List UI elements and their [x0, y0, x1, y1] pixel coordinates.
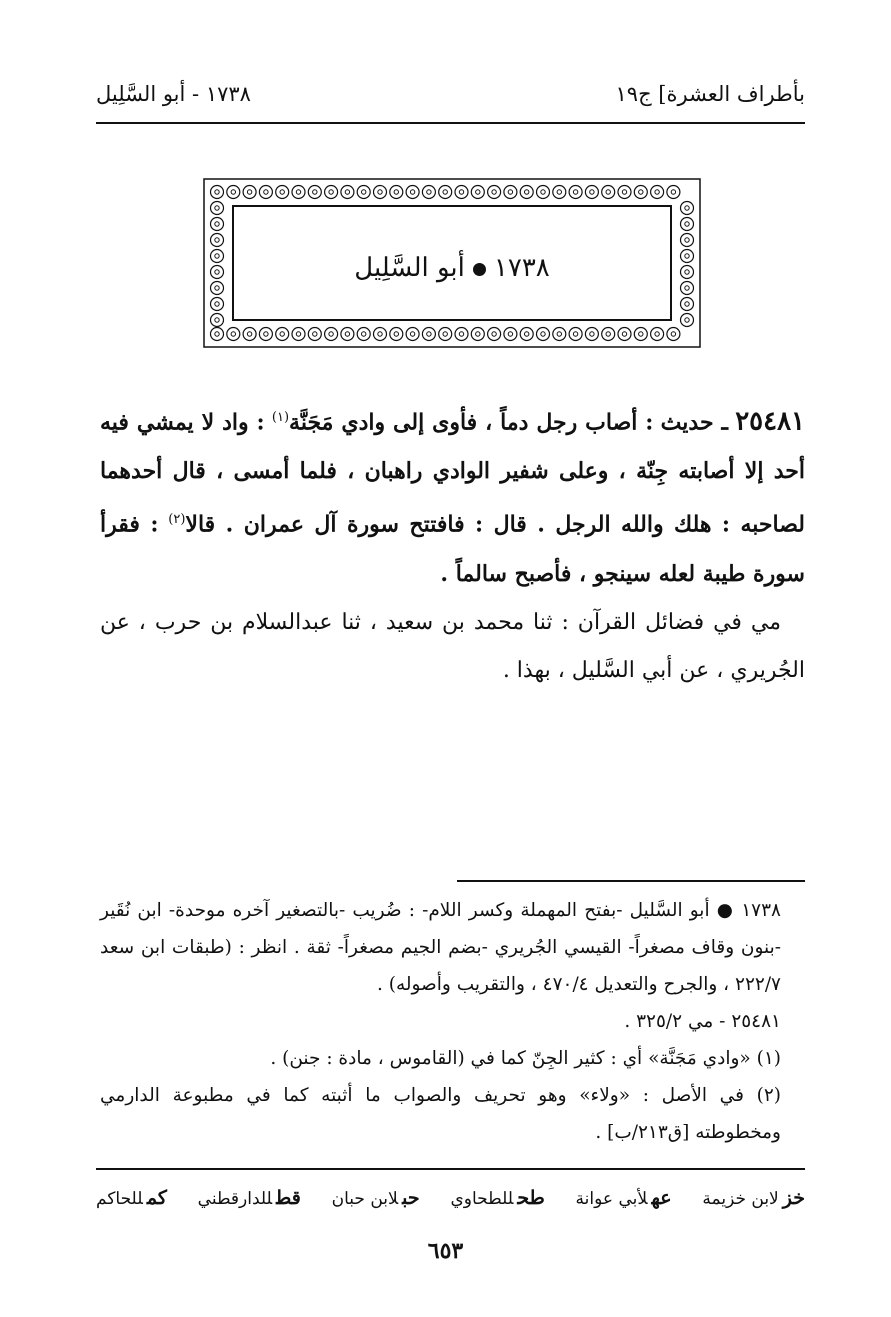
ornament-dot — [280, 190, 284, 194]
source-paragraph: مي في فضائل القرآن : ثنا محمد بن سعيد ، ثنا عبدالسلام بن حرب ، عن الجُريري ، عن أبي السَّليل ، بهذا . — [100, 609, 805, 683]
ornament-dot — [443, 190, 447, 194]
main-text — [100, 394, 805, 695]
ornament-dot — [329, 190, 333, 194]
ornament-dot — [362, 190, 366, 194]
ornament-dot — [685, 222, 689, 226]
ornament-ring — [259, 186, 272, 199]
ornament-dot — [345, 332, 349, 336]
ornament-dot — [492, 332, 496, 336]
ornament-dot — [215, 318, 219, 322]
ornament-ring — [292, 328, 305, 341]
abbr-item: خزلابن خزيمة — [702, 1187, 805, 1209]
header-chapter: ١٧٣٨ - أبو السَّلِيل — [96, 82, 251, 106]
ornament-dot — [508, 332, 512, 336]
chapter-number: ١٧٣٨ — [493, 253, 550, 283]
ornament-dot — [231, 332, 235, 336]
ornament-ring — [504, 186, 517, 199]
ornament-ring — [520, 328, 533, 341]
ornament-ring — [537, 328, 550, 341]
ornament-ring — [553, 186, 566, 199]
chapter-title — [203, 248, 701, 288]
ornament-dot — [427, 190, 431, 194]
ornament-dot — [476, 190, 480, 194]
ornament-dot — [345, 190, 349, 194]
ornament-dot — [590, 332, 594, 336]
ornament-dot — [296, 332, 300, 336]
ornament-ring — [211, 218, 224, 231]
ornament-ring — [308, 186, 321, 199]
ornament-dot — [557, 332, 561, 336]
bullet-icon — [473, 263, 486, 276]
ornament-ring — [471, 186, 484, 199]
ornament-dot — [685, 302, 689, 306]
ornament-ring — [243, 328, 256, 341]
ornament-ring — [488, 328, 501, 341]
ornament-ring — [585, 328, 598, 341]
abbr-item: قطللدارقطني — [197, 1187, 301, 1209]
ornament-dot — [215, 302, 219, 306]
ornament-dot — [606, 332, 610, 336]
footnote-2: (٢) في الأصل : «ولاء» وهو تحريف والصواب ما أثبته كما في مطبوعة الدارمي ومخطوطته [ق٢١٣/ب] . — [100, 1085, 781, 1143]
ornament-ring — [667, 186, 680, 199]
ornament-ring — [471, 328, 484, 341]
ornament-dot — [557, 190, 561, 194]
ornament-ring — [243, 186, 256, 199]
hadith-label: حديث — [660, 409, 714, 436]
ornament-ring — [667, 328, 680, 341]
ornament-ring — [406, 328, 419, 341]
ornament-ring — [681, 298, 694, 311]
ornament-ring — [341, 186, 354, 199]
ornament-ring — [681, 314, 694, 327]
ornament-ring — [439, 328, 452, 341]
ornament-dot — [378, 190, 382, 194]
ornament-dot — [606, 190, 610, 194]
ornament-ring — [374, 328, 387, 341]
ornament-ring — [553, 328, 566, 341]
ornament-ring — [211, 298, 224, 311]
ornament-ring — [520, 186, 533, 199]
ornament-ring — [602, 328, 615, 341]
ornament-ring — [455, 186, 468, 199]
ornament-ring — [634, 328, 647, 341]
footnote-ref-1[interactable]: (١) — [271, 410, 290, 425]
ornament-dot — [685, 238, 689, 242]
ornament-ring — [618, 186, 631, 199]
ornament-ring — [325, 328, 338, 341]
ornament-dot — [622, 190, 626, 194]
ornament-ring — [259, 328, 272, 341]
ornament-dot — [573, 190, 577, 194]
ornament-dot — [215, 332, 219, 336]
ornament-dot — [247, 190, 251, 194]
ornament-dot — [541, 332, 545, 336]
ornament-dot — [264, 332, 268, 336]
ornament-dot — [410, 332, 414, 336]
ornament-dot — [378, 332, 382, 336]
ornament-dot — [508, 190, 512, 194]
footnote-1: (١) «وادي مَجَنَّة» أي : كثير الجِنّ كما في (القاموس ، مادة : جنن) . — [270, 1048, 781, 1069]
ornament-dot — [313, 190, 317, 194]
ornament-ring — [357, 328, 370, 341]
ornament-dot — [655, 190, 659, 194]
footnote-ref-2[interactable]: (٢) — [168, 512, 186, 528]
ornament-dot — [685, 318, 689, 322]
page-number: ٦٥٣ — [427, 1238, 464, 1264]
ornament-ring — [211, 202, 224, 215]
ornament-ring — [390, 328, 403, 341]
abbr-item: حبلابن حبان — [331, 1187, 420, 1209]
ornament-ring — [292, 186, 305, 199]
ornament-dot — [655, 332, 659, 336]
ornament-dot — [313, 332, 317, 336]
footnote-reference: ٢٥٤٨١ - مي ٣٢٥/٢ . — [624, 1011, 781, 1032]
ornament-ring — [325, 186, 338, 199]
abbr-item: كمللحاكم — [96, 1187, 167, 1209]
ornament-dot — [459, 332, 463, 336]
ornament-ring — [488, 186, 501, 199]
ornament-dot — [231, 190, 235, 194]
chapter-frame — [203, 178, 701, 348]
footnotes — [100, 892, 805, 1151]
ornament-dot — [215, 238, 219, 242]
ornament-dot — [573, 332, 577, 336]
ornament-ring — [211, 328, 224, 341]
ornament-ring — [455, 328, 468, 341]
ornament-ring — [211, 234, 224, 247]
ornament-dot — [215, 190, 219, 194]
footnote-biography: ١٧٣٨ ● أبو السَّليل -بفتح المهملة وكسر اللام- : ضُريب -بالتصغير آخره موحدة- ابن نُقَير -بنون وقاف مصغراً- القيسي الجُريري -بضم الجيم مصغراً- ثقة . انظر : (طبقات ابن سعد ٢٢٢/٧ ، والجرح والتعديل ٤٧٠/٤ ، والتقريب وأصوله) . — [100, 900, 781, 995]
ornament-ring — [569, 186, 582, 199]
ornament-dot — [685, 206, 689, 210]
abbreviation-legend — [96, 1178, 805, 1218]
abbreviation-rule — [96, 1168, 805, 1170]
ornament-ring — [537, 186, 550, 199]
ornament-dot — [215, 222, 219, 226]
ornament-ring — [602, 186, 615, 199]
abbr-item: عهلأبي عوانة — [575, 1187, 672, 1209]
ornament-dot — [476, 332, 480, 336]
ornament-ring — [504, 328, 517, 341]
ornament-ring — [651, 186, 664, 199]
ornament-dot — [215, 206, 219, 210]
ornament-ring — [341, 328, 354, 341]
ornament-dot — [329, 332, 333, 336]
ornament-ring — [634, 186, 647, 199]
ornament-dot — [280, 332, 284, 336]
ornament-ring — [308, 328, 321, 341]
ornament-ring — [569, 328, 582, 341]
ornament-ring — [211, 314, 224, 327]
ornament-dot — [541, 190, 545, 194]
ornament-dot — [247, 332, 251, 336]
ornament-dot — [525, 332, 529, 336]
ornament-dot — [296, 190, 300, 194]
footnote-rule — [457, 880, 805, 882]
ornament-dot — [525, 190, 529, 194]
ornament-dot — [639, 332, 643, 336]
ornament-dot — [443, 332, 447, 336]
ornament-dot — [671, 190, 675, 194]
running-header — [96, 74, 805, 114]
ornament-dot — [639, 190, 643, 194]
ornament-ring — [439, 186, 452, 199]
ornament-dot — [492, 190, 496, 194]
hadith-text-3: : فقرأ سورة طيبة لعله سينجو ، فأصبح سالماً . — [100, 511, 805, 587]
ornament-ring — [651, 328, 664, 341]
ornament-ring — [227, 186, 240, 199]
ornament-ring — [276, 186, 289, 199]
ornament-ring — [374, 186, 387, 199]
hadith-text-1: : أصاب رجل دماً ، فأوى إلى وادي مَجَنَّة — [289, 409, 654, 436]
hadith-text-2: : واد لا يمشي فيه أحد إلا أصابته جِنّة ، وعلى شفير الوادي راهبان ، فلما أمسى ، قال أحدهما لصاحبه : هلك والله الرجل . قال : فافتتح سورة آل عمران . قالا — [100, 409, 805, 538]
ornament-dot — [410, 190, 414, 194]
abbr-item: طحللطحاوي — [450, 1187, 545, 1209]
hadith-paragraph: ٢٥٤٨١ ـ حديث : أصاب رجل دماً ، فأوى إلى وادي مَجَنَّة$^{(١)}$ : واد لا يمشي فيه أحد إلا أصابته جِنّة ، وعلى شفير الوادي راهبان ، فلما أمسى ، قال أحدهما لصاحبه : هلك والله الرجل . قال : فافتتح سورة آل عمران . قالا$^{(٢)}$ : فقرأ سورة طيبة لعله سينجو ، فأصبح سالماً . — [100, 406, 806, 587]
header-rule — [96, 122, 805, 124]
ornament-ring — [422, 186, 435, 199]
ornament-dot — [671, 332, 675, 336]
ornament-ring — [406, 186, 419, 199]
header-book-title: بأطراف العشرة] ج١٩ — [615, 82, 805, 106]
ornament-dot — [394, 332, 398, 336]
ornament-ring — [585, 186, 598, 199]
ornament-ring — [681, 202, 694, 215]
chapter-name: أبو السَّلِيل — [354, 253, 465, 283]
ornament-dot — [394, 190, 398, 194]
ornament-ring — [357, 186, 370, 199]
ornament-ring — [227, 328, 240, 341]
hadith-number: ٢٥٤٨١ — [735, 406, 806, 437]
ornament-ring — [211, 186, 224, 199]
ornament-dot — [264, 190, 268, 194]
ornament-ring — [618, 328, 631, 341]
ornament-dot — [590, 190, 594, 194]
ornament-dot — [362, 332, 366, 336]
ornament-ring — [681, 218, 694, 231]
ornament-ring — [681, 234, 694, 247]
ornament-dot — [622, 332, 626, 336]
ornament-ring — [276, 328, 289, 341]
ornament-ring — [390, 186, 403, 199]
ornament-dot — [427, 332, 431, 336]
ornament-dot — [459, 190, 463, 194]
ornament-ring — [422, 328, 435, 341]
